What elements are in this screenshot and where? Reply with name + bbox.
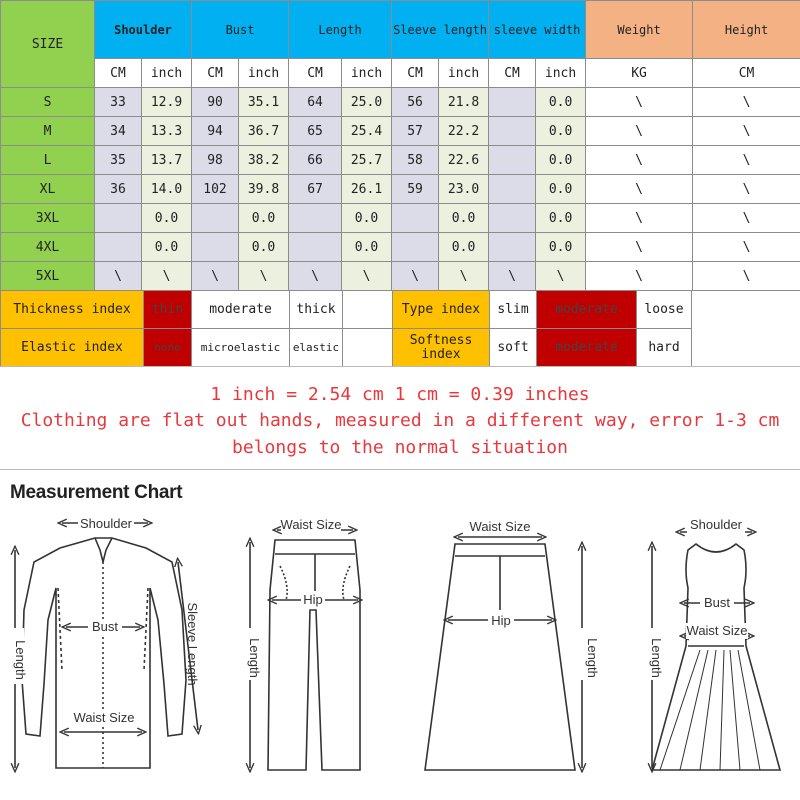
notes-panel <box>0 366 800 470</box>
size-cell: 0.0 <box>239 233 289 262</box>
thickness-index-label: Thickness index <box>1 291 144 329</box>
dress-diagram <box>652 532 780 770</box>
pants-waist-label: Waist Size <box>280 517 342 532</box>
size-cell: 56 <box>392 88 439 117</box>
height-header: Height <box>693 1 800 59</box>
softness-index-label <box>393 329 490 367</box>
softness-index-label-text: Softness index <box>409 332 473 362</box>
size-cell <box>489 204 536 233</box>
size-rows <box>1 88 800 291</box>
dress-waist-label: Waist Size <box>686 623 748 638</box>
elastic-option-empty <box>343 329 393 367</box>
skirt-length-label: Length <box>585 638 600 678</box>
size-cell: 0.0 <box>536 146 586 175</box>
unit-cell: CM <box>392 59 439 88</box>
conversion-note: 1 inch = 2.54 cm 1 cm = 0.39 inches <box>210 384 590 405</box>
size-cell: 0.0 <box>536 175 586 204</box>
size-cell: \ <box>693 262 800 291</box>
softness-option-moderate: moderate <box>537 329 637 367</box>
pants-length-label: Length <box>247 638 262 678</box>
size-row <box>1 204 800 233</box>
unit-cell: CM <box>489 59 536 88</box>
unit-cell: KG <box>586 59 693 88</box>
size-cell: \ <box>489 262 536 291</box>
size-label: 4XL <box>1 233 95 262</box>
thickness-option-thick: thick <box>290 291 343 329</box>
type-option-moderate: moderate <box>537 291 637 329</box>
unit-cell: CM <box>693 59 800 88</box>
size-cell: \ <box>586 262 693 291</box>
unit-cell: inch <box>439 59 489 88</box>
size-cell <box>489 146 536 175</box>
dress-pleats <box>660 650 760 770</box>
sleeve-width-header: sleeve width <box>489 1 586 59</box>
size-cell: 34 <box>95 117 142 146</box>
size-cell: 58 <box>392 146 439 175</box>
index-table <box>0 290 800 367</box>
size-cell <box>192 204 239 233</box>
size-cell: 0.0 <box>439 233 489 262</box>
size-cell: \ <box>693 233 800 262</box>
size-cell <box>489 233 536 262</box>
size-label: S <box>1 88 95 117</box>
size-row <box>1 233 800 262</box>
shirt-shoulder-label: Shoulder <box>79 516 133 531</box>
size-cell: 0.0 <box>142 233 192 262</box>
size-cell: 66 <box>289 146 342 175</box>
unit-cell: inch <box>142 59 192 88</box>
size-cell: 0.0 <box>536 117 586 146</box>
type-option-slim: slim <box>490 291 537 329</box>
size-cell: 33 <box>95 88 142 117</box>
size-cell: \ <box>289 262 342 291</box>
size-cell: 0.0 <box>342 204 392 233</box>
size-cell: 36 <box>95 175 142 204</box>
error-note-continued: belongs to the normal situation <box>232 437 568 458</box>
size-cell: \ <box>586 146 693 175</box>
size-cell: 22.2 <box>439 117 489 146</box>
size-cell: 13.7 <box>142 146 192 175</box>
size-cell: 102 <box>192 175 239 204</box>
softness-option-soft: soft <box>490 329 537 367</box>
size-cell: 67 <box>289 175 342 204</box>
skirt-hip-label: Hip <box>491 613 511 628</box>
index-spacer <box>692 291 800 329</box>
size-cell: \ <box>192 262 239 291</box>
size-cell: 0.0 <box>142 204 192 233</box>
size-label: 5XL <box>1 262 95 291</box>
size-cell: 0.0 <box>239 204 289 233</box>
type-option-loose: loose <box>637 291 692 329</box>
size-cell: \ <box>693 175 800 204</box>
size-label: L <box>1 146 95 175</box>
garment-diagrams <box>0 470 800 800</box>
elastic-option-microelastic: microelastic <box>192 329 290 367</box>
size-cell: 22.6 <box>439 146 489 175</box>
size-cell: 0.0 <box>536 233 586 262</box>
shoulder-header: Shoulder <box>95 1 192 59</box>
size-cell <box>95 233 142 262</box>
measurement-chart-title: Measurement Chart <box>10 482 183 503</box>
size-label: 3XL <box>1 204 95 233</box>
size-cell: \ <box>693 88 800 117</box>
length-header: Length <box>289 1 392 59</box>
size-cell: 57 <box>392 117 439 146</box>
size-cell: \ <box>693 146 800 175</box>
size-cell <box>289 233 342 262</box>
thickness-option-empty <box>343 291 393 329</box>
size-cell: \ <box>693 117 800 146</box>
thickness-option-thin: thin <box>144 291 192 329</box>
softness-option-hard: hard <box>637 329 692 367</box>
size-cell: 35 <box>95 146 142 175</box>
size-cell: \ <box>586 175 693 204</box>
shirt-bust-label: Bust <box>91 619 119 634</box>
shirt-outline <box>22 538 186 768</box>
size-cell: 23.0 <box>439 175 489 204</box>
unit-cell: inch <box>239 59 289 88</box>
size-cell: \ <box>342 262 392 291</box>
thickness-option-moderate: moderate <box>192 291 290 329</box>
size-cell <box>392 204 439 233</box>
size-cell: 38.2 <box>239 146 289 175</box>
size-cell: 0.0 <box>536 88 586 117</box>
size-cell: \ <box>239 262 289 291</box>
size-cell: \ <box>693 204 800 233</box>
size-cell: \ <box>586 233 693 262</box>
size-cell: \ <box>586 88 693 117</box>
sleeve-length-header: Sleeve length <box>392 1 489 59</box>
size-cell: 94 <box>192 117 239 146</box>
index-spacer <box>692 329 800 367</box>
measurement-chart <box>0 470 800 800</box>
size-cell: \ <box>142 262 192 291</box>
pants-diagram <box>250 530 360 770</box>
size-cell: \ <box>536 262 586 291</box>
size-cell: \ <box>392 262 439 291</box>
size-cell: 0.0 <box>439 204 489 233</box>
size-cell: 0.0 <box>342 233 392 262</box>
size-cell <box>489 117 536 146</box>
size-cell: 59 <box>392 175 439 204</box>
size-cell: \ <box>95 262 142 291</box>
pants-hip-label: Hip <box>303 592 323 607</box>
size-cell: 65 <box>289 117 342 146</box>
size-cell: 14.0 <box>142 175 192 204</box>
size-cell: \ <box>586 204 693 233</box>
unit-cell: CM <box>192 59 239 88</box>
size-cell: 0.0 <box>536 204 586 233</box>
elastic-option-none: none <box>144 329 192 367</box>
type-index-label: Type index <box>393 291 490 329</box>
size-row <box>1 88 800 117</box>
shirt-waist-label: Waist Size <box>73 710 135 725</box>
skirt-diagram <box>425 537 582 770</box>
skirt-waist-label: Waist Size <box>469 519 531 534</box>
error-note: Clothing are flat out hands, measured in a different way, error 1-3 cm <box>20 410 780 431</box>
size-label: M <box>1 117 95 146</box>
size-cell <box>289 204 342 233</box>
size-cell: 98 <box>192 146 239 175</box>
elastic-option-elastic: elastic <box>290 329 343 367</box>
size-cell: 12.9 <box>142 88 192 117</box>
dress-bust-label: Bust <box>703 595 731 610</box>
size-cell: 21.8 <box>439 88 489 117</box>
size-cell: 25.4 <box>342 117 392 146</box>
size-cell: 64 <box>289 88 342 117</box>
size-label: XL <box>1 175 95 204</box>
size-cell: 39.8 <box>239 175 289 204</box>
size-cell: 25.7 <box>342 146 392 175</box>
size-row <box>1 175 800 204</box>
size-cell: \ <box>586 117 693 146</box>
unit-cell: inch <box>342 59 392 88</box>
size-cell: 36.7 <box>239 117 289 146</box>
weight-header: Weight <box>586 1 693 59</box>
elastic-index-label: Elastic index <box>1 329 144 367</box>
size-cell <box>95 204 142 233</box>
size-cell: \ <box>439 262 489 291</box>
size-cell: 26.1 <box>342 175 392 204</box>
size-cell: 13.3 <box>142 117 192 146</box>
size-row <box>1 146 800 175</box>
size-table <box>0 0 800 291</box>
size-cell: 35.1 <box>239 88 289 117</box>
dress-shoulder-label: Shoulder <box>689 517 743 532</box>
size-cell: 90 <box>192 88 239 117</box>
shirt-length-label: Length <box>13 640 28 680</box>
shirt-sleeve-label: Sleeve Length <box>185 602 200 686</box>
bust-header: Bust <box>192 1 289 59</box>
size-row <box>1 117 800 146</box>
size-cell: 25.0 <box>342 88 392 117</box>
size-row <box>1 262 800 291</box>
size-header: SIZE <box>1 1 95 88</box>
shirt-collar <box>95 538 112 562</box>
size-cell <box>489 88 536 117</box>
size-cell <box>489 175 536 204</box>
shirt-diagram <box>15 523 198 768</box>
unit-cell: inch <box>536 59 586 88</box>
dress-length-label: Length <box>649 638 664 678</box>
unit-cell: CM <box>289 59 342 88</box>
unit-cell: CM <box>95 59 142 88</box>
size-cell <box>192 233 239 262</box>
size-cell <box>392 233 439 262</box>
